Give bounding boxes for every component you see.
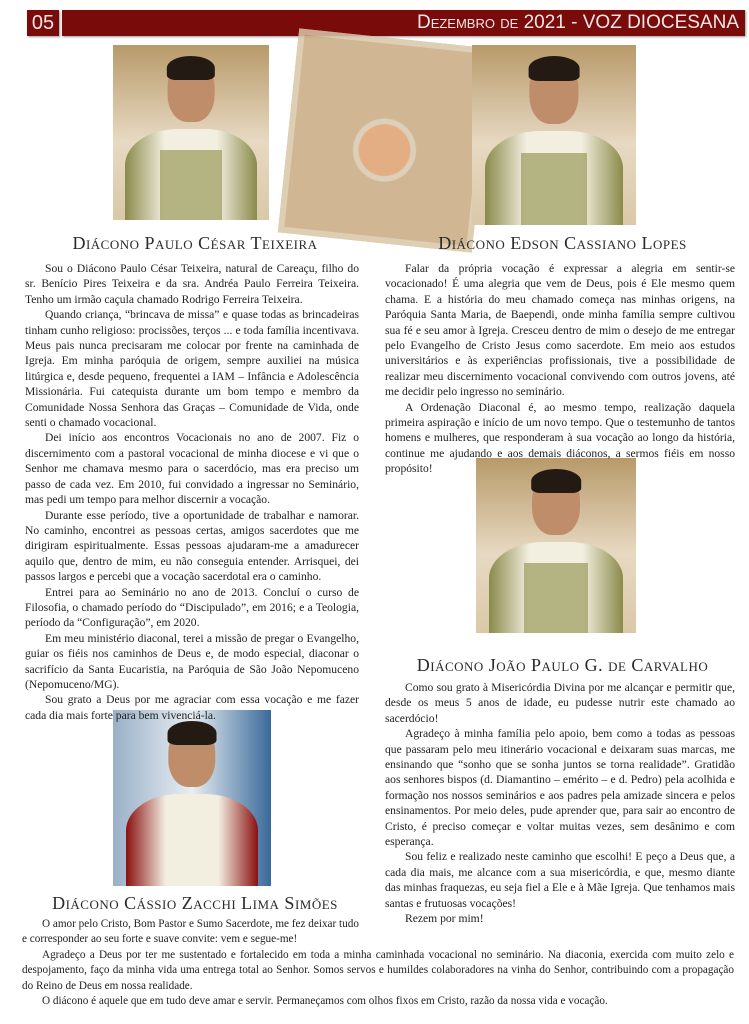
paragraph: Entrei para ao Seminário no ano de 2013. Concluí o curso de Filosofia, o chamado período do “Discipulado”, em 2016; e a Teologia, período da “Configuração”, em 2020.: [25, 585, 359, 630]
article-body: [385, 680, 735, 927]
photo-paulo-cesar: [113, 45, 269, 220]
paragraph: Quando criança, “brincava de missa” e quase todas as brincadeiras tinham cunho religioso: procissões, terços ... e toda família incentivava. Meus pais nunca precisaram me colocar por frente na caminhada de Igreja. Em minha paróquia de origem, sempre auxiliei na música litúrgica e, desde pequeno, frequentei a IAM – Infância e Adolescência Missionária. Fui catequista durante um bom tempo e membro da Comunidade Nossa Senhora das Graças – Comunidade de Vida, onde senti o chamado vocacional.: [25, 308, 359, 430]
paragraph: Sou grato a Deus por me agraciar com essa vocação e me fazer cada dia mais forte para bem vivenciá-la.: [25, 693, 359, 722]
paragraph: Sou feliz e realizado neste caminho que escolhi! E peço a Deus que, a cada dia mais, me alcance com a sua misericórdia, e que, mesmo diante das minhas fraquezas, eu seja fiel a Ele e à Mãe Igreja. Que tenhamos mais santas e frutuosas vocações!: [385, 850, 735, 910]
paragraph: A Ordenação Diaconal é, ao mesmo tempo, realização daquela primeira aspiração e início de um novo tempo. Que o testemunho de tantos homens e mulheres, que responderam à sua vocação ao longo da história, continue me ajudando e aos demais diáconos, a sermos fiéis em nosso propósito!: [385, 400, 735, 476]
article-title: Diácono Edson Cassiano Lopes: [438, 233, 687, 253]
paragraph: Falar da própria vocação é expressar a alegria em sentir-se vocacionado! É uma alegria que vem de Deus, pois é Ele mesmo quem chama. E a história do meu chamado começa nas minhas origens, na Paróquia Santa Maria, de Baependi, onde minha família sempre cultivou sua fé e seu amor à Igreja. Cresceu dentro de mim o desejo de me entregar pelo Evangelho de Cristo Jesus como sacerdote. Em meio aos estudos universitários e às experiências profissionais, tive a possibilidade de realizar meu discernimento vocacional convivendo com outros jovens, até me decidir pelo ingresso no seminário.: [385, 262, 735, 399]
paragraph: Como sou grato à Misericórdia Divina por me alcançar e permitir que, desde os meus 5 anos de idade, eu pudesse nutrir este chamado ao sacerdócio!: [385, 681, 735, 725]
header-bar: Dezembro de 2021 - VOZ DIOCESANA: [62, 10, 745, 36]
article-title: Diácono Cássio Zacchi Lima Simões: [52, 893, 338, 913]
paragraph: e corresponder ao seu forte e suave convite: vem e segue-me!: [22, 933, 298, 946]
paragraph: Em meu ministério diaconal, terei a missão de pregar o Evangelho, guiar os fiéis nos caminhos de Deus e, de modo especial, diaconar o sacrifício da Santa Eucaristia, na Paróquia de São João Nepomuceno (Nepomuceno/MG).: [25, 631, 359, 691]
photo-joao-paulo: [476, 458, 636, 633]
paragraph: Rezem por mim!: [405, 912, 484, 926]
paragraph: Agradeço a Deus por ter me sustentado e fortalecido em toda a minha caminhada vocacional no seminário. Na diaconia, exercida com muito zelo e despojamento, faço da minha vida uma entrega total ao Senhor. Somos servos e humildes colaboradores na vinha do Senhor, contribuindo com a propagação do Reino de Deus em nossa realidade.: [22, 948, 734, 992]
paragraph: Agradeço à minha família pelo apoio, bem como a todas as pessoas que passaram pelo meu itinerário vocacional e deixaram suas marcas, me ensinando que “sonho que se sonha juntos se torna realidade”. Gratidão aos senhores bispos (d. Diamantino – emérito – e d. Pedro) pela acolhida e formação nos nossos seminários e aos padres pela amizade sincera e pelos ensinamentos. Por meio deles, pude aprender que, para sair ao encontro de Cristo, é preciso começar e voltar muitas vezes, sem desânimo e com esperança.: [385, 727, 735, 849]
article-body: [25, 261, 359, 723]
photo-cassio-zacchi: [113, 710, 271, 886]
paragraph: O diácono é aquele que em tudo deve amar e servir. Permaneçamos com olhos fixos em Cristo, razão da nossa vida e vocação.: [42, 995, 608, 1008]
article-title: Diácono Paulo César Teixeira: [72, 233, 318, 253]
paragraph: Dei início aos encontros Vocacionais no ano de 2007. Fiz o discernimento com a pastoral vocacional de minha diocese e vi que o Senhor me chamava mesmo para o sacerdócio, mas era preciso um passo de cada vez. Em 2010, fui convidado a ingressar no Seminário, mas pedi um tempo para melhor discernir a vocação.: [25, 431, 359, 507]
page-number: 05: [27, 10, 59, 36]
paragraph: Sou o Diácono Paulo César Teixeira, natural de Careaçu, filho do sr. Benício Pires Teixeira e da sra. Andréa Paulo Ferreira Teixeira. Tenho um irmão caçula chamado Rodrigo Ferreira Teixeira.: [25, 262, 359, 306]
photo-edson-cassiano: [472, 45, 636, 225]
article-body: [385, 261, 735, 477]
article-body: [22, 917, 734, 1009]
gospel-book-image: [278, 28, 493, 252]
article-title: Diácono João Paulo G. de Carvalho: [416, 655, 709, 675]
paragraph: Durante esse período, tive a oportunidade de trabalhar e namorar. No caminho, encontrei as pessoas certas, amigos sacerdotes que me dirigiram espiritualmente. Essas pessoas ajudaram-me a amadurecer aquilo que, dentro de mim, eu não conseguia entender. Arrisquei, dei passos largos e percebi que a vocação sacerdotal era o caminho.: [25, 508, 359, 584]
paragraph: O amor pelo Cristo, Bom Pastor e Sumo Sacerdote, me fez deixar tudo: [42, 918, 359, 930]
